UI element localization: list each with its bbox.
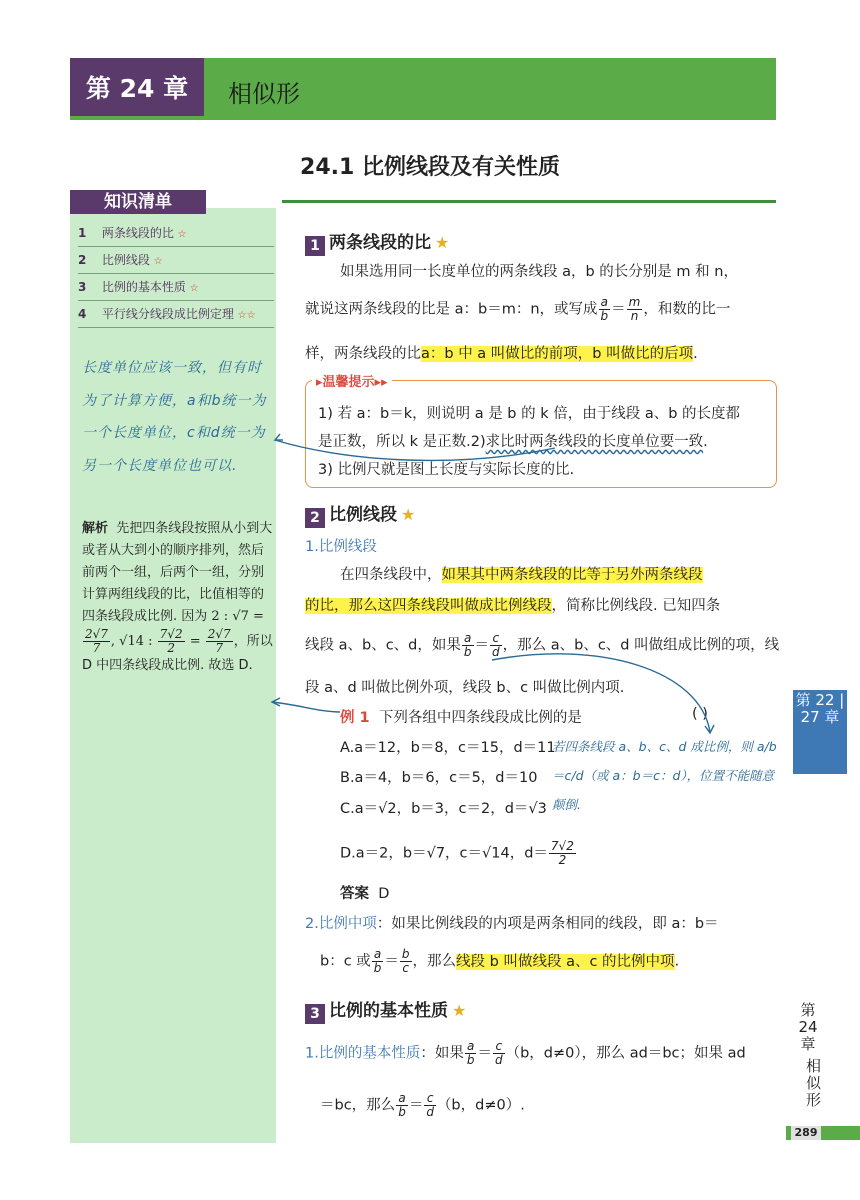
text-span: （b，d≠0）. <box>436 1097 525 1114</box>
answer-label: 答案 <box>340 886 369 902</box>
chapter-range-tab[interactable]: 第 22 | 27 章 <box>793 690 847 774</box>
analysis-conclusion: ，所以 D 中四条线段成比例. 故选 D. <box>82 634 273 673</box>
tip-label: ▸温馨提示▸▸ <box>312 371 392 390</box>
subheading: 1.比例线段 <box>305 539 377 555</box>
star-icon: ☆ <box>177 229 187 240</box>
text-span: . <box>674 953 680 970</box>
example-question-text: 下列各组中四条线段成比例的是 <box>378 710 582 726</box>
knowledge-item-number: 4 <box>78 307 87 321</box>
handwritten-example-note: 若四条线段 a、b、c、d 成比例，则 a/b＝c/d（或 a：b＝c：d），位置不能随意颠倒. <box>552 739 777 812</box>
fraction-c-over-d: $\frac{c}{d}$ <box>492 631 500 659</box>
section-2-title: 比例线段 <box>329 505 397 525</box>
paragraph: 1.比例的基本性质：如果 $\frac{a}{b}$ ＝ $\frac{c}{d}$ （b，d≠0），那么 ad＝bc；如果 ad <box>305 1039 746 1067</box>
answer-parentheses: ( ) <box>692 706 708 722</box>
section-1-badge: 1 <box>305 236 325 256</box>
fraction-a-over-b: $\frac{a}{b}$ <box>466 1039 475 1067</box>
fraction-a-over-b: $\frac{a}{b}$ <box>398 1091 406 1119</box>
option-c: C.a＝√2，b＝3，c＝2，d＝√3 <box>340 801 547 817</box>
text-span: ，简称比例线段. 已知四条 <box>551 598 721 614</box>
answer-value: D <box>378 886 390 902</box>
text-span: ：如果 <box>420 1045 464 1062</box>
star-icon: ★ <box>435 233 450 252</box>
section-1-title: 两条线段的比 <box>329 233 431 253</box>
analysis-text: 先把四条线段按照从小到大或者从大到小的顺序排列，然后前两个一组，后两个一组，分别计算两组线段的比，比值相等的四条线段成比例. 因为 <box>82 521 273 624</box>
fraction-b-over-c: $\frac{b}{c}$ <box>401 947 410 975</box>
fraction-a-over-b: $\frac{a}{b}$ <box>463 631 472 659</box>
section-heading: 24.1 比例线段及有关性质 <box>300 155 560 180</box>
highlighted-definition: 如果其中两条线段的比等于另外两条线段 <box>441 567 703 583</box>
current-chapter-tab: 第 24 章 <box>798 1001 818 1053</box>
text-span: 样，两条线段的比 <box>305 346 421 362</box>
fraction-7root2-over-2: $\frac{7√2}{2}$ <box>550 839 574 867</box>
arrow-tip-to-note <box>275 440 555 460</box>
paragraph: ＝bc，那么 $\frac{a}{b}$ ＝ $\frac{c}{d}$ （b，d≠0）. <box>320 1091 525 1119</box>
analysis-formula: 2 : √7 = $\frac{2√7}{7}$ , √14 : $\frac{7√2}{2}$ = $\frac{2√7}{7}$ <box>85 609 264 655</box>
fraction-a-over-b: $\frac{a}{b}$ <box>373 947 382 975</box>
knowledge-item-label: 平行线分线段成比例定理 <box>101 307 234 321</box>
knowledge-item-number: 1 <box>78 226 87 240</box>
star-icon: ☆ <box>153 256 163 267</box>
arrow-example-to-analysis <box>272 702 340 712</box>
option-b: B.a＝4，b＝6，c＝5，d＝10 <box>340 770 538 786</box>
section-3-title: 比例的基本性质 <box>329 1001 448 1021</box>
page-number: 289 <box>791 1126 821 1140</box>
knowledge-item-label: 两条线段的比 <box>101 226 174 240</box>
paragraph: 段 a、d 叫做比例外项，线段 b、c 叫做比例内项. <box>305 680 625 696</box>
current-chapter-name: 相似形 <box>806 1057 822 1109</box>
subheading: 1.比例的基本性质 <box>305 1045 421 1062</box>
star-icon: ☆☆ <box>237 310 256 321</box>
fraction-a-over-b: $\frac{a}{b}$ <box>600 295 609 323</box>
analysis-label: 解析 <box>82 521 109 536</box>
text-span: b：c 或 <box>320 953 371 970</box>
highlighted-definition: a：b 中 a 叫做比的前项，b 叫做比的后项 <box>421 346 694 362</box>
text-span: ：如果比例线段的内项是两条相同的线段，即 a：b＝ <box>376 916 719 932</box>
knowledge-item-label: 比例的基本性质 <box>101 280 186 294</box>
tip-line: 3) 比例尺就是图上长度与实际长度的比. <box>318 462 575 478</box>
tip-line: 1) 若 a：b＝k，则说明 a 是 b 的 k 倍，由于线段 a、b 的长度都 <box>318 406 741 422</box>
text-span: 线段 a、b、c、d，如果 <box>305 637 461 654</box>
text-span: ，那么 <box>412 953 457 970</box>
fraction-c-over-d: $\frac{c}{d}$ <box>494 1039 503 1067</box>
text-span: . <box>693 346 698 362</box>
subheading: 2.比例中项 <box>305 916 377 932</box>
text-span: （b，d≠0），那么 ad＝bc；如果 ad <box>505 1045 746 1062</box>
text-span: ，那么 a、b、c、d 叫做组成比例的项，线 <box>502 637 780 654</box>
wavy-underlined-text: 求比时两条线段的长度单位要一致 <box>485 434 704 450</box>
text-span: 在四条线段中， <box>340 567 442 583</box>
paragraph: b：c 或 $\frac{a}{b}$ ＝ $\frac{b}{c}$ ，那么线段 b 叫做线段 a、c 的比例中项. <box>320 947 680 975</box>
arrowhead-icon <box>275 434 283 440</box>
fraction-c-over-d: $\frac{c}{d}$ <box>426 1091 434 1119</box>
text-span: 是正数，所以 k 是正数.2) <box>318 434 486 450</box>
star-icon: ★ <box>452 1001 467 1020</box>
text-span: D.a＝2，b＝√7，c＝√14，d＝ <box>340 845 548 862</box>
text-span: 就说这两条线段的比是 a：b＝m：n，或写成 <box>305 301 598 318</box>
chapter-number-tab: 第 24 章 <box>70 58 204 116</box>
knowledge-item-label: 比例线段 <box>101 253 150 267</box>
text-span: ＝bc，那么 <box>320 1097 396 1114</box>
knowledge-item-number: 3 <box>78 280 87 294</box>
chapter-title: 相似形 <box>228 80 300 108</box>
highlighted-definition: 线段 b 叫做线段 a、c 的比例中项 <box>456 953 675 970</box>
paragraph: 就说这两条线段的比是 a：b＝m：n，或写成 $\frac{a}{b}$ ＝ $\frac{m}{n}$ ，和数的比一 <box>305 295 731 323</box>
text-span: ，和数的比一 <box>643 301 731 318</box>
knowledge-list-tab: 知识清单 <box>70 190 206 214</box>
knowledge-item-number: 2 <box>78 253 87 267</box>
option-a: A.a＝12，b＝8，c＝15，d＝11 <box>340 740 556 756</box>
star-icon: ☆ <box>189 283 199 294</box>
paragraph: 如果选用同一长度单位的两条线段 a，b 的长分别是 m 和 n， <box>340 264 738 280</box>
star-icon: ★ <box>401 505 416 524</box>
paragraph: 线段 a、b、c、d，如果 $\frac{a}{b}$ ＝ $\frac{c}{d}$ ，那么 a、b、c、d 叫做组成比例的项，线 <box>305 631 780 659</box>
text-span: . <box>703 434 708 450</box>
arrow-formula-to-hand-note <box>492 654 710 732</box>
handwritten-side-note: 长度单位应该一致，但有时为了计算方便，a和b统一为一个长度单位，c和d统一为另一个长度单位也可以. <box>82 360 267 474</box>
section-2-badge: 2 <box>305 508 325 528</box>
highlighted-definition: 的比，那么这四条线段叫做成比例线段 <box>305 598 552 614</box>
fraction-m-over-n: $\frac{m}{n}$ <box>628 295 641 323</box>
section-3-badge: 3 <box>305 1004 325 1024</box>
example-label: 例 1 <box>340 710 370 726</box>
